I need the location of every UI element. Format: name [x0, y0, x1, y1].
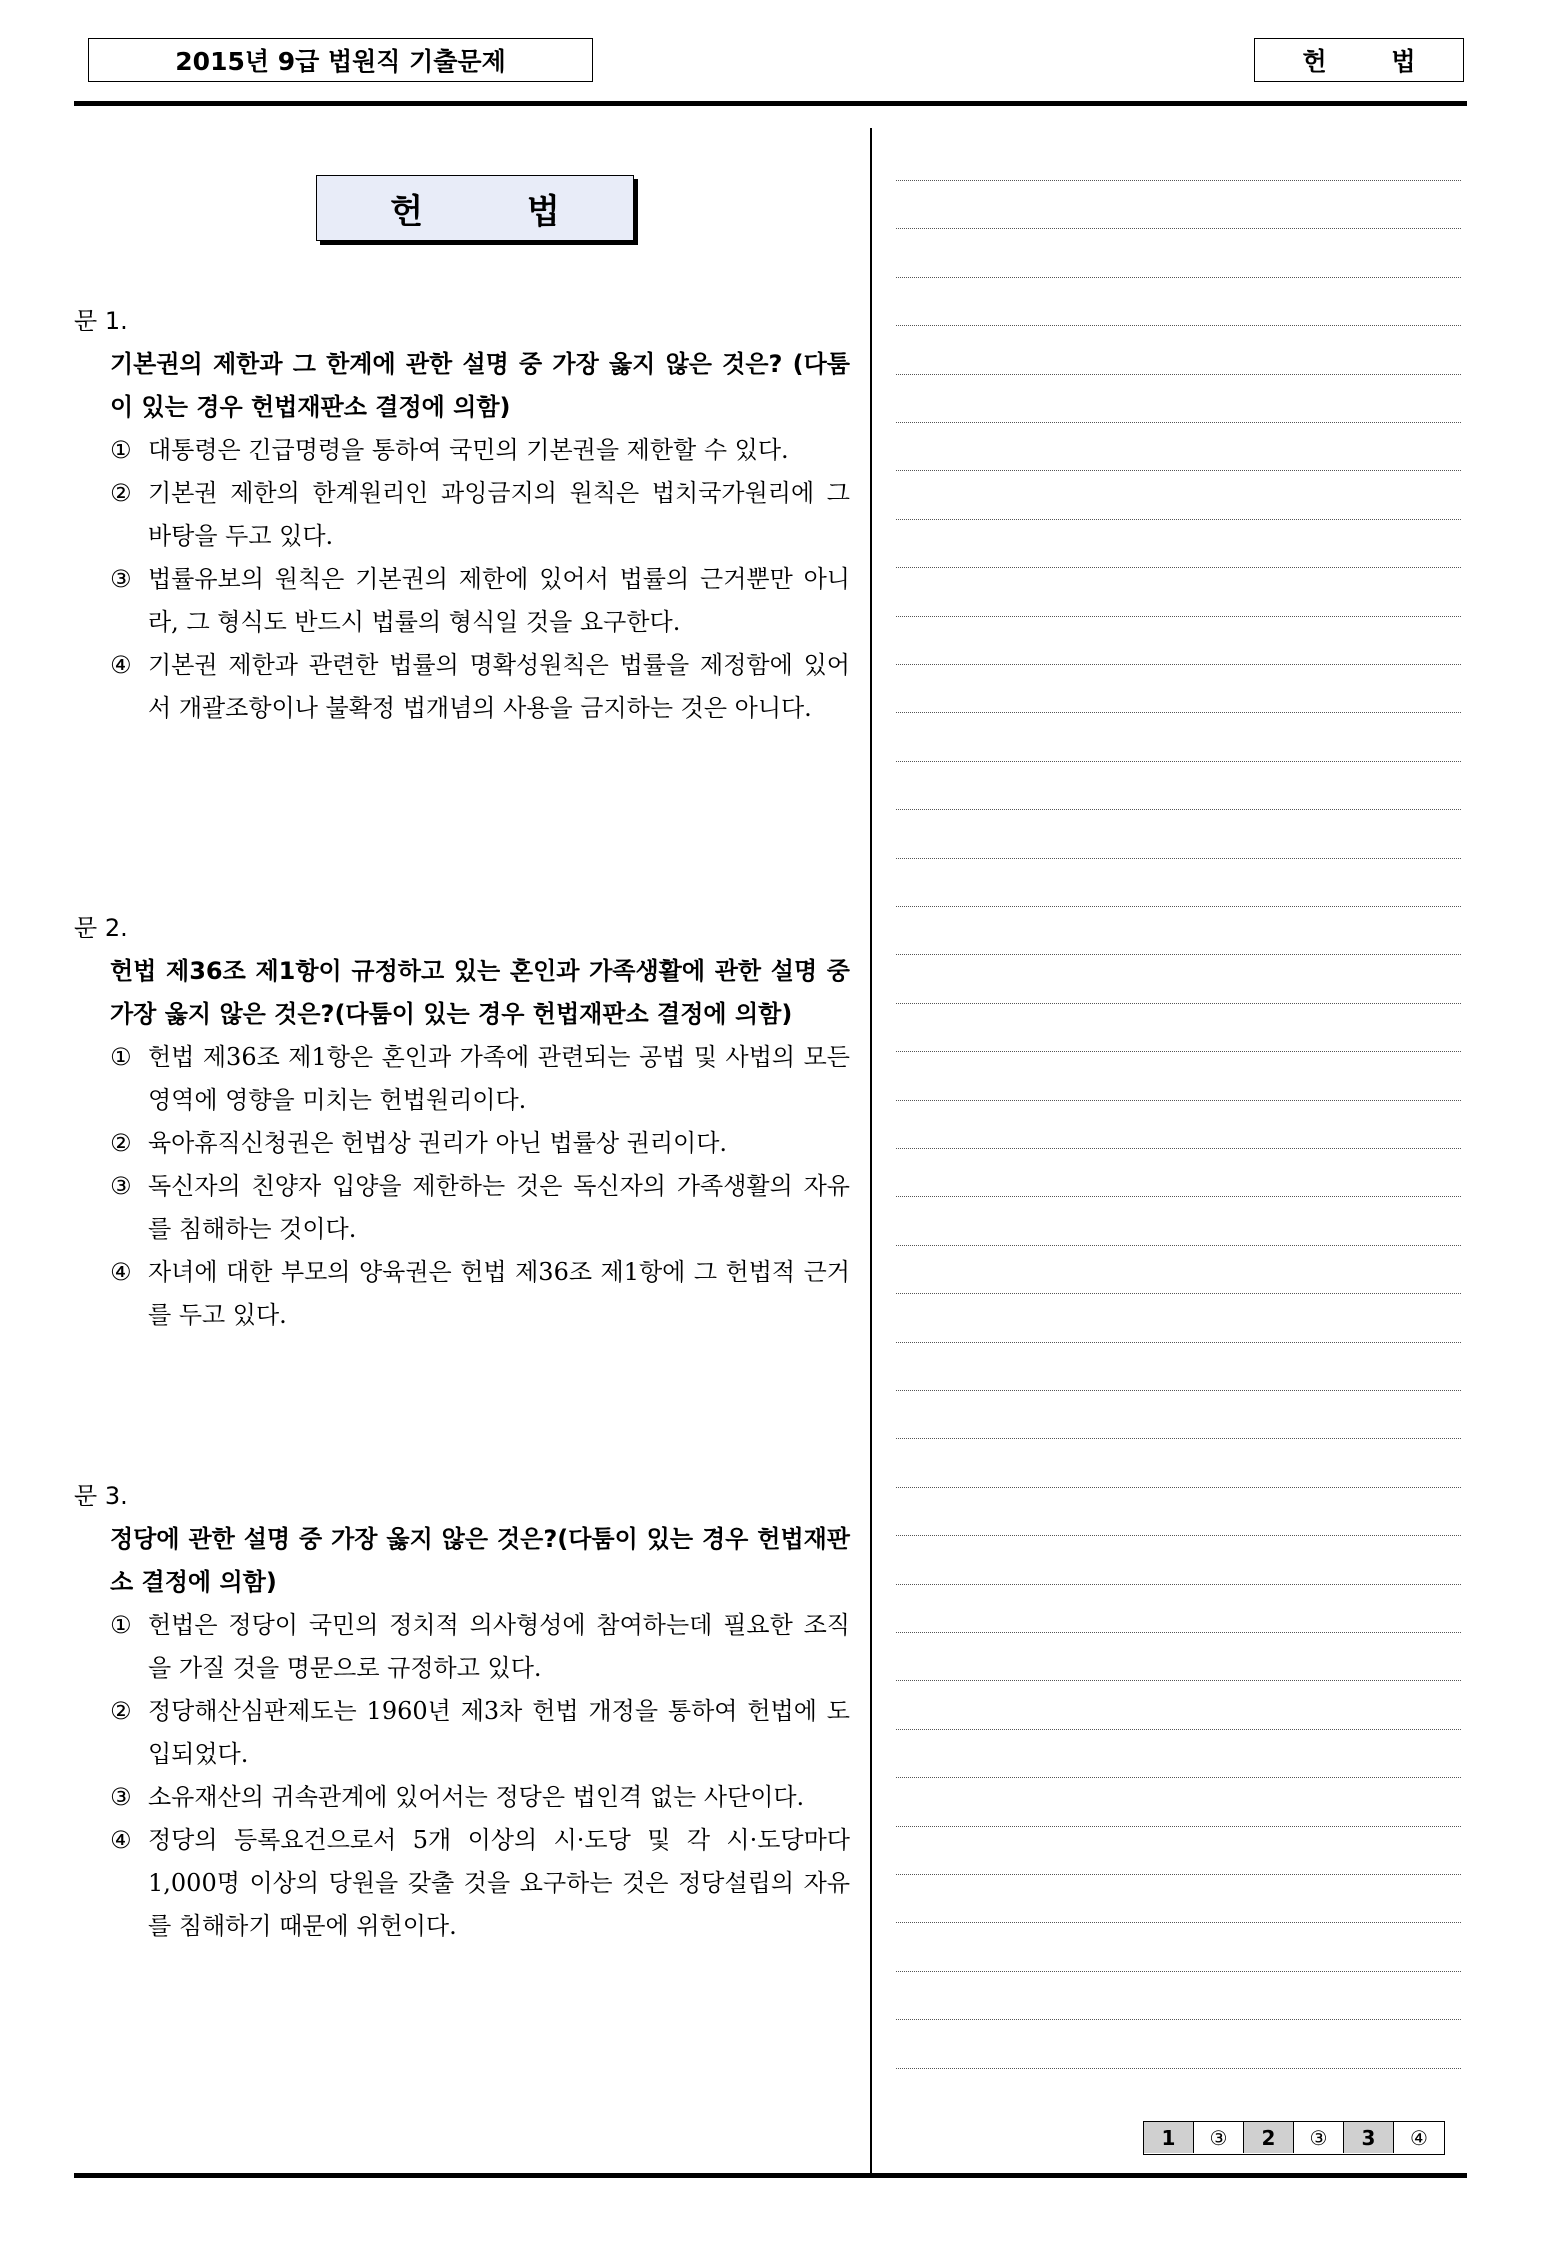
- note-line: [896, 1390, 1461, 1391]
- option-text: 독신자의 친양자 입양을 제한하는 것은 독신자의 가족생활의 자유를 침해하는 것이다.: [148, 1172, 850, 1243]
- option-2: [110, 472, 850, 558]
- question-number: 문 3.: [74, 1482, 128, 1510]
- answer-choice: ③: [1294, 2122, 1344, 2153]
- option-1: [110, 1604, 850, 1690]
- answer-choice: ③: [1194, 2122, 1244, 2153]
- exam-title-box: [88, 38, 593, 82]
- section-title-box: [316, 175, 634, 241]
- option-4: [110, 644, 850, 730]
- note-line: [896, 1584, 1461, 1585]
- note-line: [896, 2019, 1461, 2020]
- option-marker: ①: [110, 436, 132, 464]
- bottom-divider: [74, 2173, 1467, 2178]
- question-3: [74, 1475, 850, 1948]
- top-divider: [74, 101, 1467, 106]
- option-2: [110, 1122, 850, 1165]
- note-line: [896, 1777, 1461, 1778]
- note-line: [896, 616, 1461, 617]
- note-line: [896, 1438, 1461, 1439]
- note-line: [896, 858, 1461, 859]
- question-stem: 정당에 관한 설명 중 가장 옳지 않은 것은?(다툼이 있는 경우 헌법재판소 결정에 의함): [110, 1525, 850, 1596]
- option-text: 법률유보의 원칙은 기본권의 제한에 있어서 법률의 근거뿐만 아니라, 그 형식도 반드시 법률의 형식일 것을 요구한다.: [148, 565, 850, 636]
- note-line: [896, 277, 1461, 278]
- answer-key: [1143, 2121, 1445, 2155]
- option-marker: ③: [110, 1783, 132, 1811]
- note-line: [896, 1487, 1461, 1488]
- note-line: [896, 1874, 1461, 1875]
- note-line: [896, 1196, 1461, 1197]
- option-marker: ①: [110, 1611, 132, 1639]
- note-line: [896, 519, 1461, 520]
- option-2: [110, 1690, 850, 1776]
- option-marker: ③: [110, 565, 132, 593]
- option-marker: ②: [110, 479, 132, 507]
- note-line: [896, 664, 1461, 665]
- question-number: 문 1.: [74, 307, 128, 335]
- option-3: [110, 1165, 850, 1251]
- note-line: [896, 1100, 1461, 1101]
- question-2: [74, 907, 850, 1337]
- option-marker: ②: [110, 1129, 132, 1157]
- note-line: [896, 1245, 1461, 1246]
- answer-number: 1: [1144, 2122, 1194, 2153]
- option-text: 헌법은 정당이 국민의 정치적 의사형성에 참여하는데 필요한 조직을 가질 것을 명문으로 규정하고 있다.: [148, 1611, 850, 1682]
- note-line: [896, 1826, 1461, 1827]
- option-marker: ①: [110, 1043, 132, 1071]
- question-stem: 헌법 제36조 제1항이 규정하고 있는 혼인과 가족생활에 관한 설명 중 가장 옳지 않은 것은?(다툼이 있는 경우 헌법재판소 결정에 의함): [110, 957, 850, 1028]
- section-title: 헌 법: [390, 191, 606, 232]
- option-marker: ②: [110, 1697, 132, 1725]
- note-line: [896, 567, 1461, 568]
- option-text: 소유재산의 귀속관계에 있어서는 정당은 법인격 없는 사단이다.: [148, 1783, 805, 1811]
- note-line: [896, 906, 1461, 907]
- note-line: [896, 712, 1461, 713]
- option-marker: ④: [110, 651, 132, 679]
- answer-number: 3: [1344, 2122, 1394, 2153]
- question-stem: 기본권의 제한과 그 한계에 관한 설명 중 가장 옳지 않은 것은? (다툼이 있는 경우 헌법재판소 결정에 의함): [110, 350, 850, 421]
- option-text: 기본권 제한의 한계원리인 과잉금지의 원칙은 법치국가원리에 그 바탕을 두고 있다.: [148, 479, 850, 550]
- option-text: 기본권 제한과 관련한 법률의 명확성원칙은 법률을 제정함에 있어서 개괄조항이나 불확정 법개념의 사용을 금지하는 것은 아니다.: [148, 651, 850, 722]
- note-line: [896, 1051, 1461, 1052]
- note-line: [896, 1680, 1461, 1681]
- option-text: 헌법 제36조 제1항은 혼인과 가족에 관련되는 공법 및 사법의 모든 영역에 영향을 미치는 헌법원리이다.: [148, 1043, 850, 1114]
- note-line: [896, 1922, 1461, 1923]
- option-text: 정당해산심판제도는 1960년 제3차 헌법 개정을 통하여 헌법에 도입되었다.: [148, 1697, 850, 1768]
- note-line: [896, 374, 1461, 375]
- option-marker: ③: [110, 1172, 132, 1200]
- note-line: [896, 1148, 1461, 1149]
- option-3: [110, 558, 850, 644]
- note-line: [896, 1003, 1461, 1004]
- option-text: 육아휴직신청권은 헌법상 권리가 아닌 법률상 권리이다.: [148, 1129, 728, 1157]
- option-1: [110, 429, 850, 472]
- subject-label: 헌 법: [1302, 47, 1444, 76]
- answer-number: 2: [1244, 2122, 1294, 2153]
- note-line: [896, 228, 1461, 229]
- question-1: [74, 300, 850, 730]
- exam-title: 2015년 9급 법원직 기출문제: [175, 47, 506, 76]
- option-text: 정당의 등록요건으로서 5개 이상의 시·도당 및 각 시·도당마다 1,000명 이상의 당원을 갖출 것을 요구하는 것은 정당설립의 자유를 침해하기 때문에 위헌이다.: [148, 1826, 850, 1940]
- note-line: [896, 954, 1461, 955]
- option-4: [110, 1819, 850, 1948]
- note-line: [896, 809, 1461, 810]
- option-3: [110, 1776, 850, 1819]
- note-line: [896, 2068, 1461, 2069]
- answer-choice: ④: [1410, 2125, 1428, 2150]
- option-1: [110, 1036, 850, 1122]
- note-line: [896, 1293, 1461, 1294]
- note-line: [896, 422, 1461, 423]
- note-line: [896, 1535, 1461, 1536]
- question-number: 문 2.: [74, 914, 128, 942]
- note-line: [896, 1971, 1461, 1972]
- note-line: [896, 180, 1461, 181]
- note-line: [896, 325, 1461, 326]
- option-marker: ④: [110, 1258, 132, 1286]
- note-line: [896, 470, 1461, 471]
- option-4: [110, 1251, 850, 1337]
- option-marker: ④: [110, 1826, 132, 1854]
- note-line: [896, 1632, 1461, 1633]
- note-line: [896, 1729, 1461, 1730]
- column-divider: [870, 128, 872, 2173]
- subject-box: [1254, 38, 1464, 82]
- note-line: [896, 1342, 1461, 1343]
- note-line: [896, 761, 1461, 762]
- option-text: 자녀에 대한 부모의 양육권은 헌법 제36조 제1항에 그 헌법적 근거를 두고 있다.: [148, 1258, 850, 1329]
- option-text: 대통령은 긴급명령을 통하여 국민의 기본권을 제한할 수 있다.: [148, 436, 789, 464]
